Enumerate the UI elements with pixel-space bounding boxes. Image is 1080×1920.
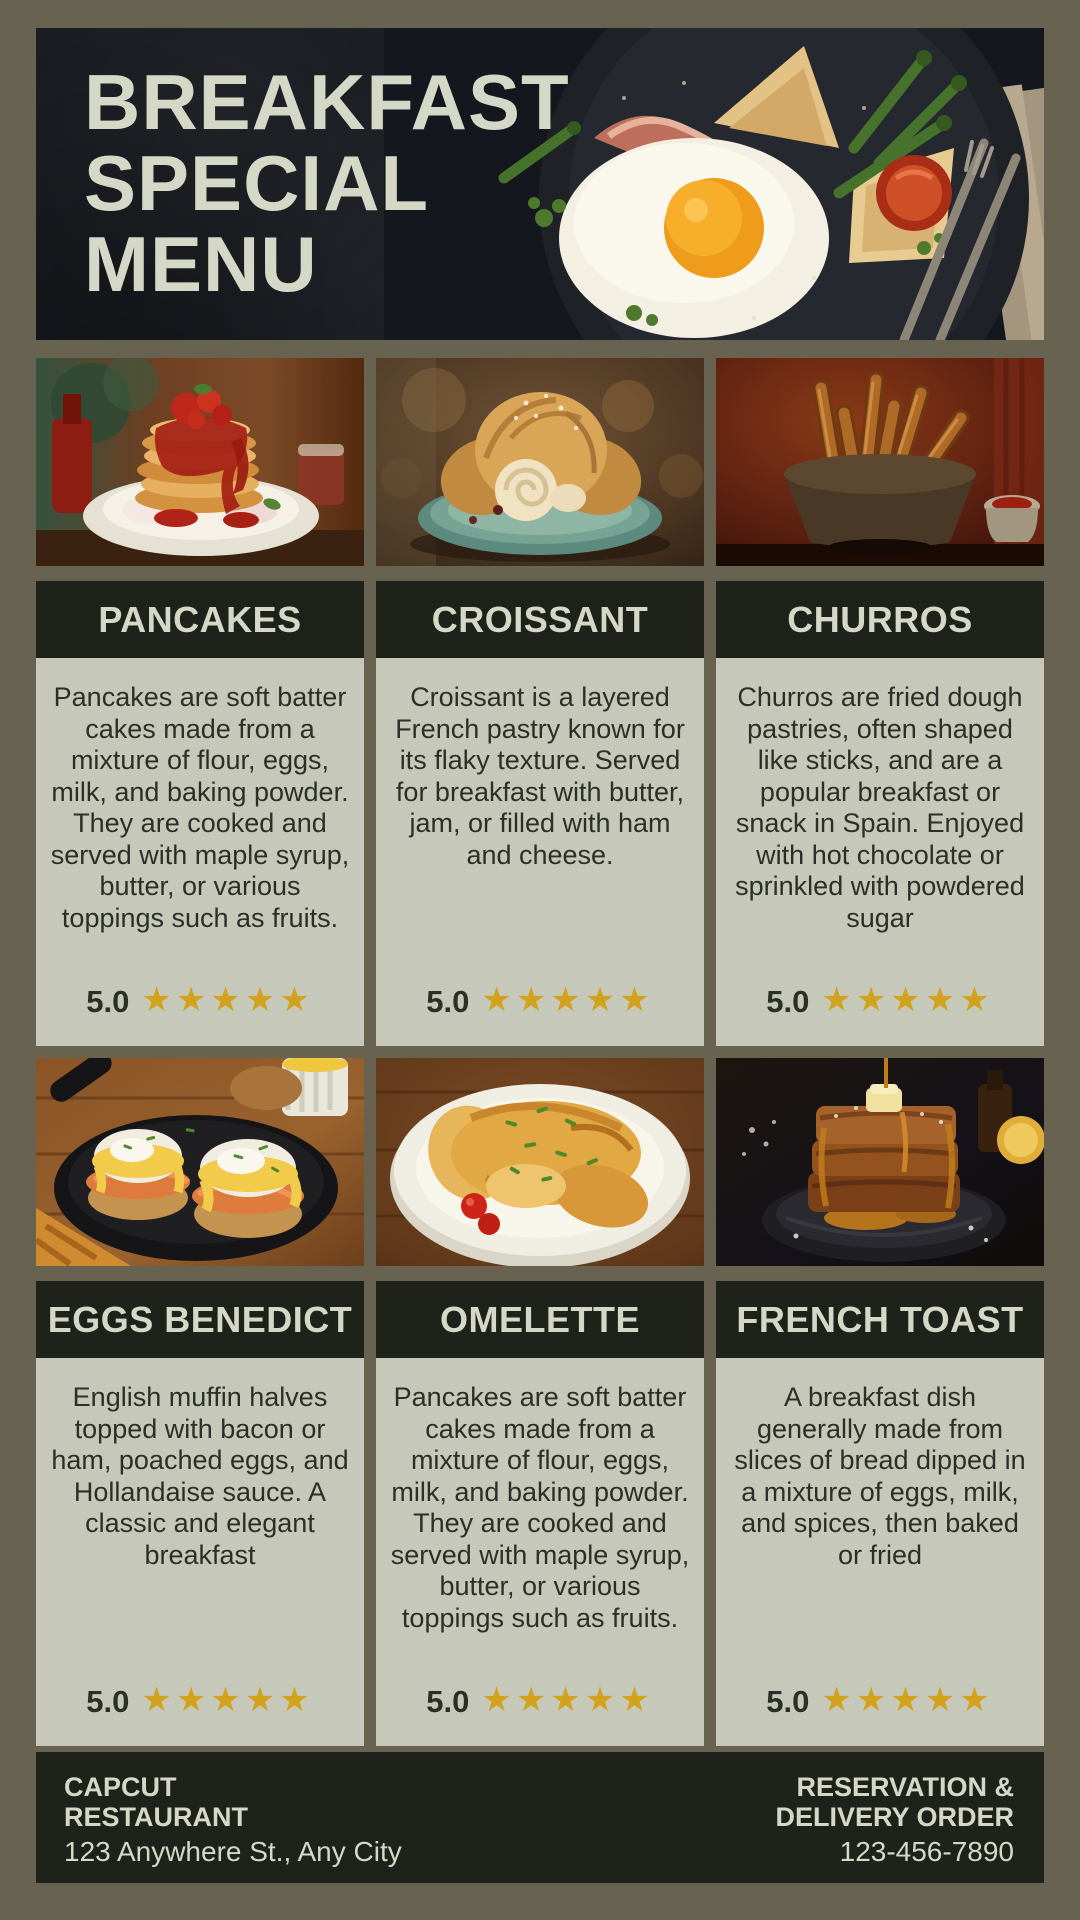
reservation-label-line: RESERVATION & xyxy=(796,1772,1014,1802)
item-description: Pancakes are soft batter cakes made from a mixture of flour, eggs, milk, and baking powder. They are cooked and served with maple syrup, butter, or various toppings such as fruits. xyxy=(50,682,350,934)
item-description: Croissant is a layered French pastry known for its flaky texture. Served for breakfast with butter, jam, or filled with ham and cheese. xyxy=(395,682,685,870)
rating-score: 5.0 xyxy=(766,1684,810,1719)
menu-card-eggs-benedict xyxy=(36,1058,364,1746)
menu-card-churros xyxy=(716,358,1044,1046)
item-card xyxy=(716,658,1044,1046)
item-rating xyxy=(48,981,352,1020)
rating-score: 5.0 xyxy=(426,984,470,1019)
item-description: Churros are fried dough pastries, often shaped like sticks, and are a popular breakfast or snack in Spain. Enjoyed with hot chocolate or sprinkled with powdered sugar xyxy=(735,682,1025,934)
rating-score: 5.0 xyxy=(426,1684,470,1719)
star-icons: ★★★★★ xyxy=(821,981,994,1019)
reservation-label-line: DELIVERY ORDER xyxy=(775,1802,1014,1833)
item-title: EGGS BENEDICT xyxy=(36,1281,364,1358)
item-rating xyxy=(388,981,692,1020)
item-rating xyxy=(728,1681,1032,1720)
banner-title-line: SPECIAL xyxy=(84,139,430,228)
item-rating xyxy=(48,1681,352,1720)
restaurant-name-line: CAPCUT xyxy=(64,1772,177,1802)
star-icons: ★★★★★ xyxy=(481,1681,654,1719)
item-card xyxy=(36,658,364,1046)
item-title: OMELETTE xyxy=(376,1281,704,1358)
footer xyxy=(36,1752,1044,1883)
omelette-photo xyxy=(376,1058,704,1266)
item-card xyxy=(716,1358,1044,1746)
menu-card-croissant xyxy=(376,358,704,1046)
banner-title-line: MENU xyxy=(84,220,318,309)
item-description: Pancakes are soft batter cakes made from a mixture of flour, eggs, milk, and baking powder. They are cooked and served with maple syrup, butter, or various toppings such as fruits. xyxy=(390,1382,690,1634)
rating-score: 5.0 xyxy=(86,1684,130,1719)
star-icons: ★★★★★ xyxy=(141,1681,314,1719)
restaurant-name-line: RESTAURANT xyxy=(64,1802,248,1833)
item-title: FRENCH TOAST xyxy=(716,1281,1044,1358)
croissant-photo xyxy=(376,358,704,566)
item-rating xyxy=(728,981,1032,1020)
item-description: A breakfast dish generally made from slices of bread dipped in a mixture of eggs, milk, and spices, then baked or fried xyxy=(734,1382,1026,1570)
banner-title xyxy=(84,58,570,309)
pancakes-photo xyxy=(36,358,364,566)
star-icons: ★★★★★ xyxy=(481,981,654,1019)
item-card xyxy=(376,1358,704,1746)
reservation-info xyxy=(775,1772,1014,1883)
banner xyxy=(36,28,1044,340)
item-description: English muffin halves topped with bacon or ham, poached eggs, and Hollandaise sauce. A classic and elegant breakfast xyxy=(51,1382,349,1570)
restaurant-address: 123 Anywhere St., Any City xyxy=(64,1836,402,1868)
menu-card-pancakes xyxy=(36,358,364,1046)
restaurant-info xyxy=(64,1772,402,1883)
item-title: CHURROS xyxy=(716,581,1044,658)
banner-title-line: BREAKFAST xyxy=(84,58,570,146)
rating-score: 5.0 xyxy=(86,984,130,1019)
menu-grid xyxy=(36,358,1044,1746)
item-card xyxy=(376,658,704,1046)
item-card xyxy=(36,1358,364,1746)
phone-number: 123-456-7890 xyxy=(839,1836,1014,1868)
item-title: PANCAKES xyxy=(36,581,364,658)
star-icons: ★★★★★ xyxy=(141,981,314,1019)
churros-photo xyxy=(716,358,1044,566)
rating-score: 5.0 xyxy=(766,984,810,1019)
menu-poster xyxy=(36,0,1044,1883)
menu-card-omelette xyxy=(376,1058,704,1746)
menu-card-french-toast xyxy=(716,1058,1044,1746)
item-title: CROISSANT xyxy=(376,581,704,658)
french-toast-photo xyxy=(716,1058,1044,1266)
eggs-benedict-photo xyxy=(36,1058,364,1266)
item-rating xyxy=(388,1681,692,1720)
star-icons: ★★★★★ xyxy=(821,1681,994,1719)
